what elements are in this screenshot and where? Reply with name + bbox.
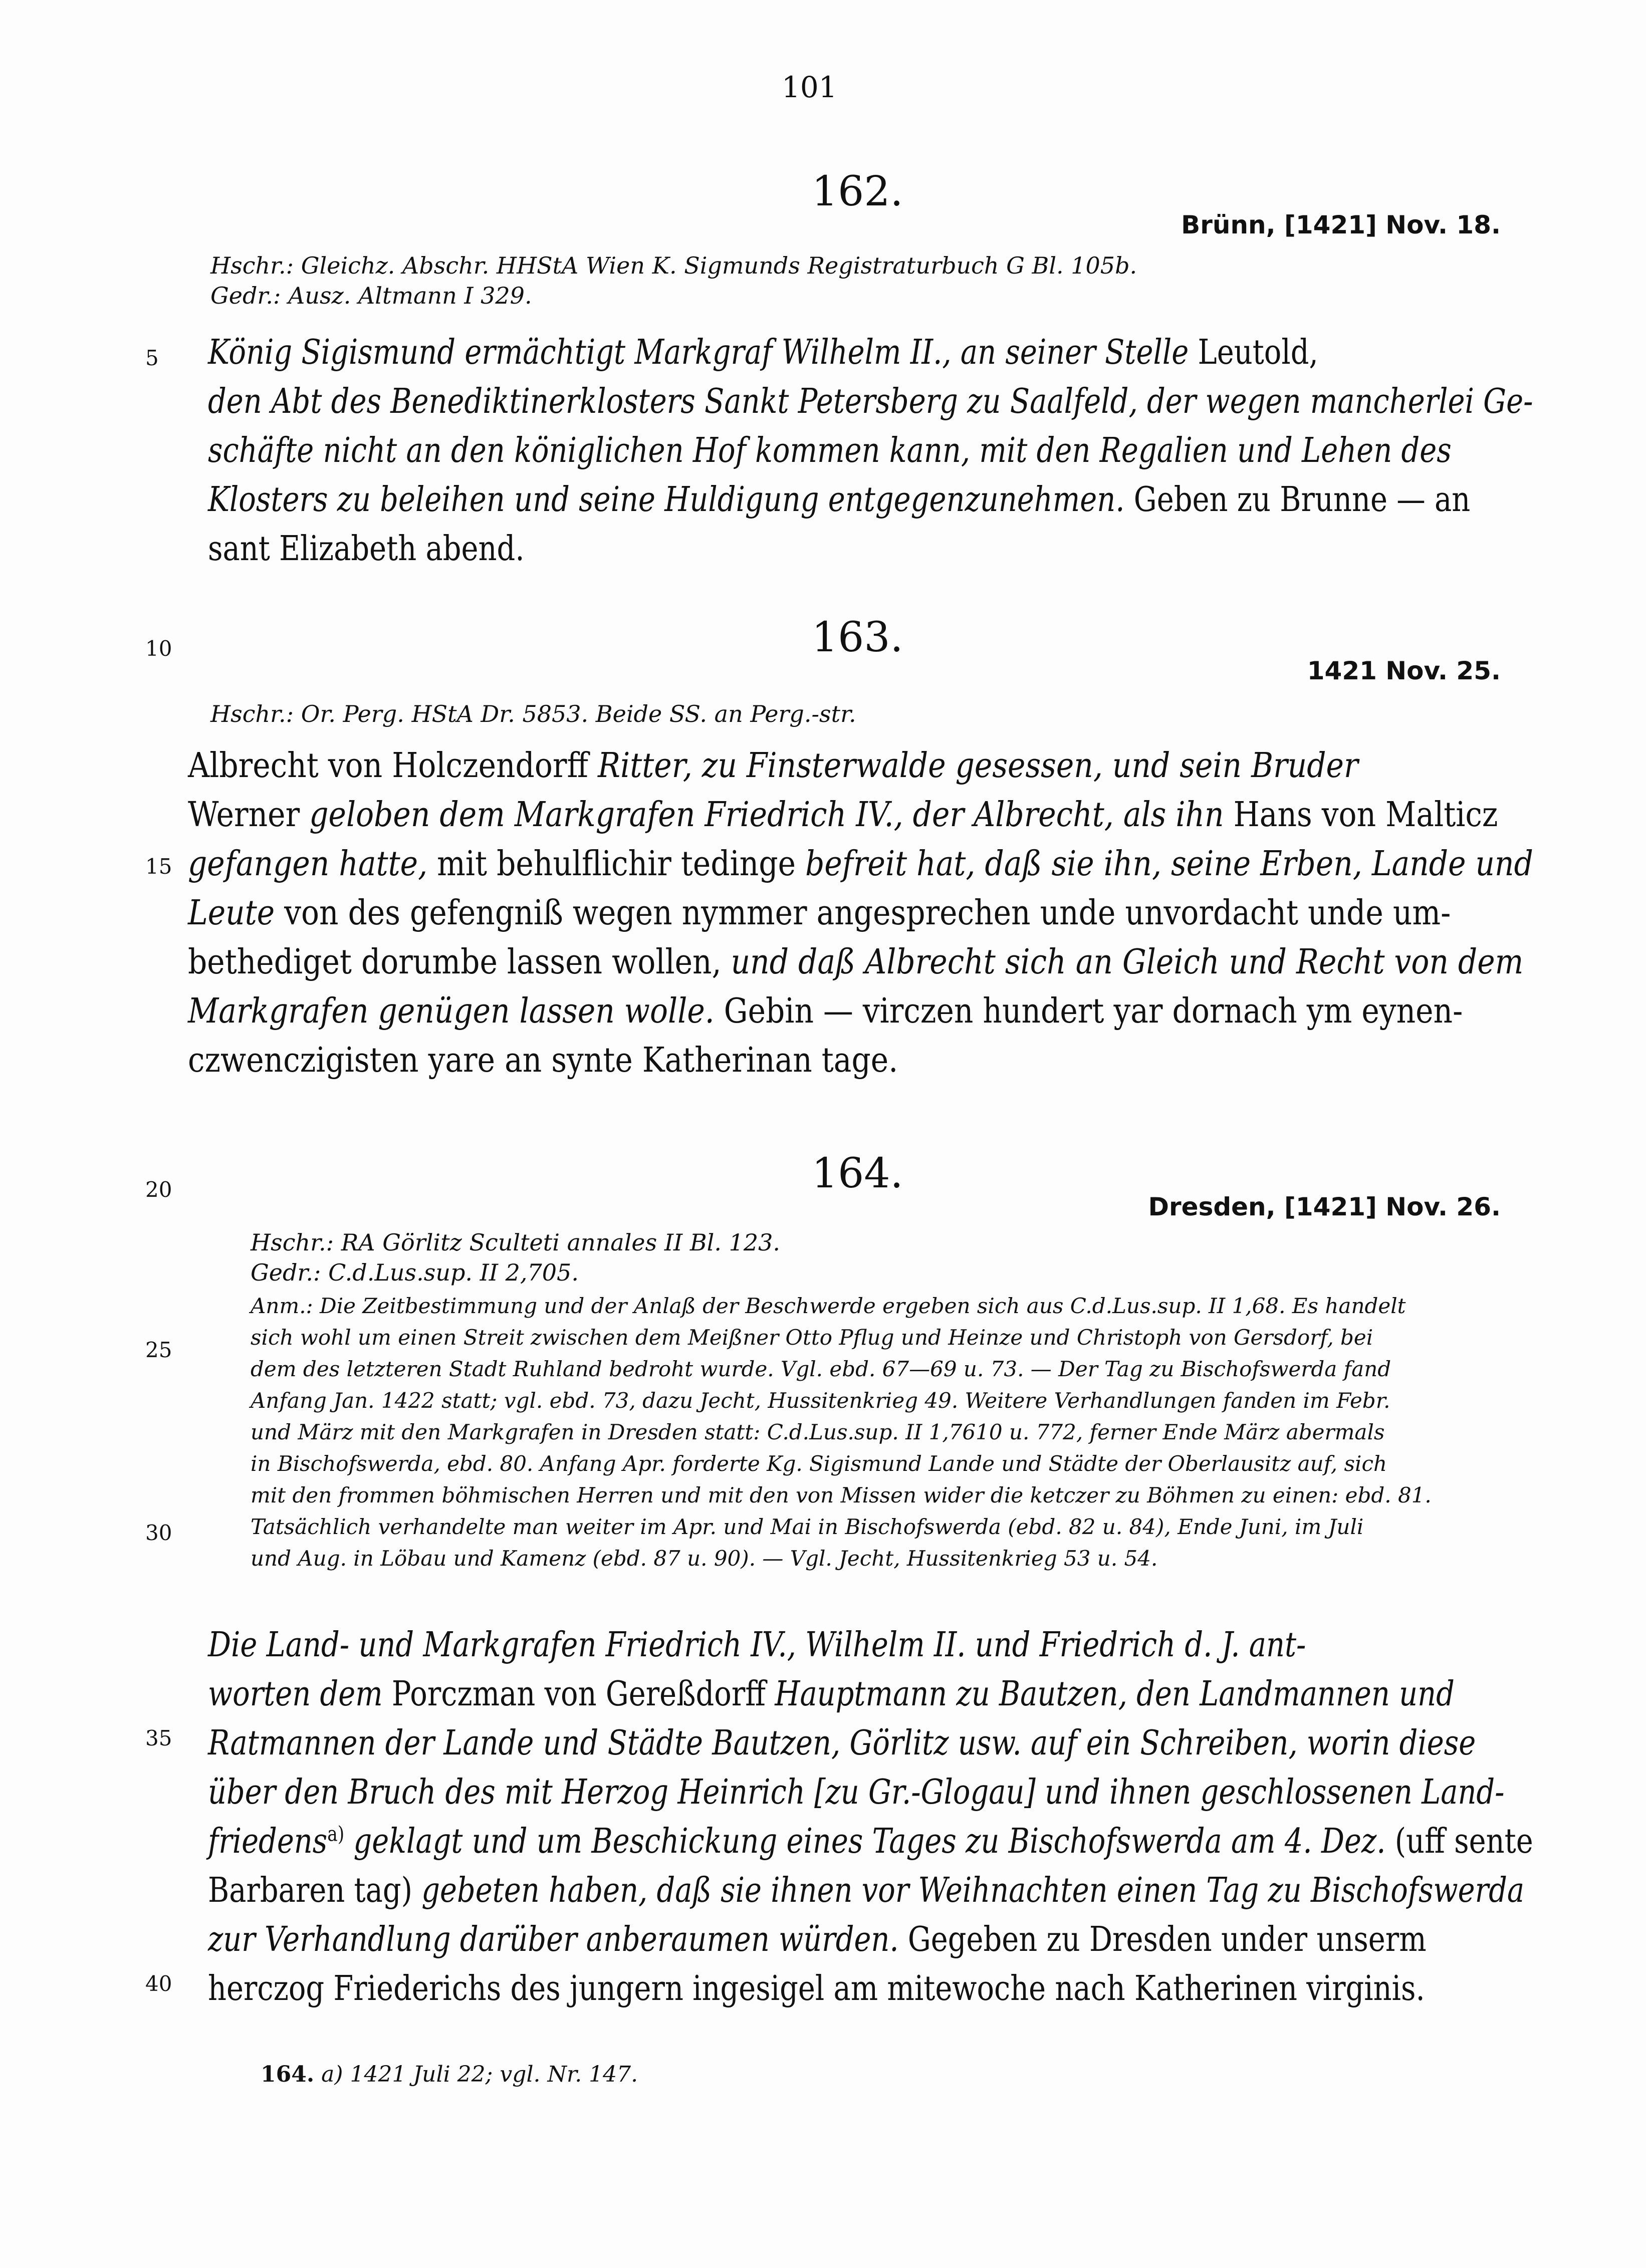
document-number: 163. bbox=[812, 614, 903, 661]
text-line bbox=[208, 475, 1533, 525]
text-segment: Klosters zu beleihen und seine Huldigung entgegenzunehmen. bbox=[208, 480, 1134, 520]
text-line bbox=[208, 1915, 1533, 1964]
annotation-line: sich wohl um einen Streit zwischen dem Meißner Otto Pflug und Heinze und Christoph von Gersdorf, bei bbox=[251, 1325, 1373, 1350]
text-segment: befreit hat, daß sie ihn, seine Erben, Lande und bbox=[805, 844, 1533, 884]
document-number: 164. bbox=[812, 1150, 903, 1197]
text-segment: Werner bbox=[188, 795, 310, 835]
text-segment: Leutold, bbox=[1198, 333, 1318, 372]
margin-line-number: 5 bbox=[145, 346, 159, 370]
text-segment: (uff sente bbox=[1394, 1822, 1533, 1861]
text-line bbox=[208, 1866, 1533, 1915]
text-line bbox=[208, 1719, 1533, 1768]
annotation-line: und Aug. in Löbau und Kamenz (ebd. 87 u. 90). — Vgl. Jecht, Hussitenkrieg 53 u. 54. bbox=[251, 1546, 1158, 1571]
text-segment: Leute bbox=[188, 893, 285, 933]
footnote-marker: a) bbox=[327, 1822, 345, 1846]
text-segment: czwenczigisten yare an synte Katherinan tage. bbox=[188, 1041, 898, 1080]
text-line bbox=[208, 328, 1533, 377]
regest-text bbox=[208, 1621, 1646, 2013]
source-note bbox=[210, 250, 1137, 311]
text-line bbox=[188, 938, 1533, 987]
text-segment: Die Land- und Markgrafen Friedrich IV., Wilhelm II. und Friedrich d. J. ant- bbox=[208, 1625, 1306, 1665]
margin-line-number: 30 bbox=[145, 1521, 172, 1545]
annotation-line: dem des letzteren Stadt Ruhland bedroht wurde. Vgl. ebd. 67—69 u. 73. — Der Tag zu Bischofswerda fand bbox=[251, 1357, 1391, 1381]
regest-text bbox=[208, 328, 1646, 574]
annotation bbox=[251, 1290, 1432, 1574]
source-line: Hschr.: RA Görlitz Sculteti annales II Bl. 123. bbox=[251, 1229, 781, 1256]
text-segment: Barbaren tag) bbox=[208, 1871, 422, 1910]
annotation-line: in Bischofswerda, ebd. 80. Anfang Apr. forderte Kg. Sigismund Lande und Städte der Oberlausitz auf, sich bbox=[251, 1451, 1387, 1476]
footnote-ref: 164. bbox=[261, 2062, 315, 2087]
text-segment: geklagt und um Beschickung eines Tages zu Bischofswerda am 4. Dez. bbox=[344, 1822, 1395, 1861]
source-line: Gedr.: C.d.Lus.sup. II 2,705. bbox=[251, 1259, 579, 1286]
text-segment: Gebin — virczen hundert yar dornach ym eynen- bbox=[724, 991, 1463, 1031]
text-line bbox=[208, 1768, 1533, 1817]
regest-text bbox=[188, 741, 1646, 1085]
margin-line-number: 40 bbox=[145, 1971, 172, 1996]
text-segment: Ratmannen der Lande und Städte Bautzen, Görlitz usw. auf ein Schreiben, worin diese bbox=[208, 1723, 1476, 1763]
annotation-line: Tatsächlich verhandelte man weiter im Apr. und Mai in Bischofswerda (ebd. 82 u. 84), Ende Juni, im Juli bbox=[251, 1515, 1364, 1539]
source-note bbox=[210, 699, 856, 729]
text-segment: gebeten haben, daß sie ihnen vor Weihnachten einen Tag zu Bischofswerda bbox=[421, 1871, 1525, 1910]
text-segment: von des gefengniß wegen nymmer angesprechen unde unvordacht unde um- bbox=[284, 893, 1451, 933]
text-segment: worten dem bbox=[208, 1674, 392, 1714]
text-segment: Geben zu Brunne — an bbox=[1133, 480, 1471, 520]
document-date: 1421 Nov. 25. bbox=[1307, 656, 1501, 685]
footnote bbox=[261, 2062, 638, 2087]
footnote-text: a) 1421 Juli 22; vgl. Nr. 147. bbox=[321, 2062, 638, 2087]
text-line bbox=[208, 377, 1533, 426]
text-segment: schäfte nicht an den königlichen Hof kommen kann, mit den Regalien und Lehen des bbox=[208, 431, 1452, 470]
text-segment: bethediget dorumbe lassen wollen, bbox=[188, 942, 731, 982]
text-line bbox=[208, 1964, 1533, 2013]
text-line bbox=[208, 1670, 1533, 1719]
text-line bbox=[208, 426, 1533, 475]
text-line bbox=[188, 889, 1533, 938]
text-segment: mit behulflichir tedinge bbox=[437, 844, 806, 884]
text-segment: Gegeben zu Dresden under unserm bbox=[907, 1920, 1427, 1959]
document-number: 162. bbox=[812, 168, 903, 215]
source-line: Hschr.: Gleichz. Abschr. HHStA Wien K. Sigmunds Registraturbuch G Bl. 105b. bbox=[210, 252, 1137, 279]
text-segment: zur Verhandlung darüber anberaumen würden. bbox=[208, 1920, 908, 1959]
text-segment: Hans von Malticz bbox=[1233, 795, 1498, 835]
text-line bbox=[188, 741, 1533, 791]
annotation-line: und März mit den Markgrafen in Dresden statt: C.d.Lus.sup. II 1,7610 u. 772, ferner Ende März abermals bbox=[251, 1420, 1385, 1444]
text-line bbox=[208, 525, 1533, 574]
text-segment: sant Elizabeth abend. bbox=[208, 529, 525, 569]
margin-line-number: 10 bbox=[145, 636, 172, 661]
text-line bbox=[208, 1621, 1533, 1670]
text-segment: über den Bruch des mit Herzog Heinrich [zu Gr.-Glogau] und ihnen geschlossenen Land- bbox=[208, 1773, 1505, 1812]
text-segment: herczog Friederichs des jungern ingesigel am mitewoche nach Katherinen virginis. bbox=[208, 1969, 1425, 2008]
text-line bbox=[188, 987, 1533, 1036]
text-segment: Porczman von Gereßdorff bbox=[391, 1674, 775, 1714]
margin-line-number: 35 bbox=[145, 1726, 172, 1750]
text-segment: geloben dem Markgrafen Friedrich IV., der Albrecht, als ihn bbox=[309, 795, 1234, 835]
text-segment: und daß Albrecht sich an Gleich und Recht von dem bbox=[731, 942, 1524, 982]
document-date: Brünn, [1421] Nov. 18. bbox=[1181, 210, 1501, 239]
margin-line-number: 15 bbox=[145, 854, 172, 879]
margin-line-number: 20 bbox=[145, 1177, 172, 1202]
source-line: Hschr.: Or. Perg. HStA Dr. 5853. Beide SS. an Perg.-str. bbox=[210, 700, 856, 727]
text-line bbox=[188, 840, 1533, 889]
margin-line-number: 25 bbox=[145, 1338, 172, 1362]
text-segment: friedens bbox=[208, 1822, 328, 1861]
annotation-line: mit den frommen böhmischen Herren und mit den von Missen wider die ketczer zu Böhmen zu einen: ebd. 81. bbox=[251, 1483, 1432, 1507]
text-line bbox=[208, 1817, 1533, 1866]
text-line bbox=[188, 791, 1533, 840]
text-segment: gefangen hatte, bbox=[188, 844, 437, 884]
text-segment: Albrecht von Holczendorff bbox=[188, 746, 598, 786]
document-date: Dresden, [1421] Nov. 26. bbox=[1148, 1192, 1501, 1221]
text-segment: Ritter, zu Finsterwalde gesessen, und sein Bruder bbox=[598, 746, 1358, 786]
text-line bbox=[188, 1036, 1533, 1085]
source-note bbox=[251, 1227, 780, 1288]
page-number: 101 bbox=[782, 70, 837, 104]
annotation-line: Anm.: Die Zeitbestimmung und der Anlaß der Beschwerde ergeben sich aus C.d.Lus.sup. II 1,68. Es handelt bbox=[251, 1294, 1406, 1318]
text-segment: Hauptmann zu Bautzen, den Landmannen und bbox=[775, 1674, 1455, 1714]
source-line: Gedr.: Ausz. Altmann I 329. bbox=[210, 282, 532, 309]
annotation-line: Anfang Jan. 1422 statt; vgl. ebd. 73, dazu Jecht, Hussitenkrieg 49. Weitere Verhandlungen fanden im Febr. bbox=[251, 1388, 1390, 1413]
text-segment: König Sigismund ermächtigt Markgraf Wilhelm II., an seiner Stelle bbox=[208, 333, 1198, 372]
text-segment: Markgrafen genügen lassen wolle. bbox=[188, 991, 724, 1031]
text-segment: den Abt des Benediktinerklosters Sankt Petersberg zu Saalfeld, der wegen mancherlei Ge- bbox=[208, 382, 1533, 421]
